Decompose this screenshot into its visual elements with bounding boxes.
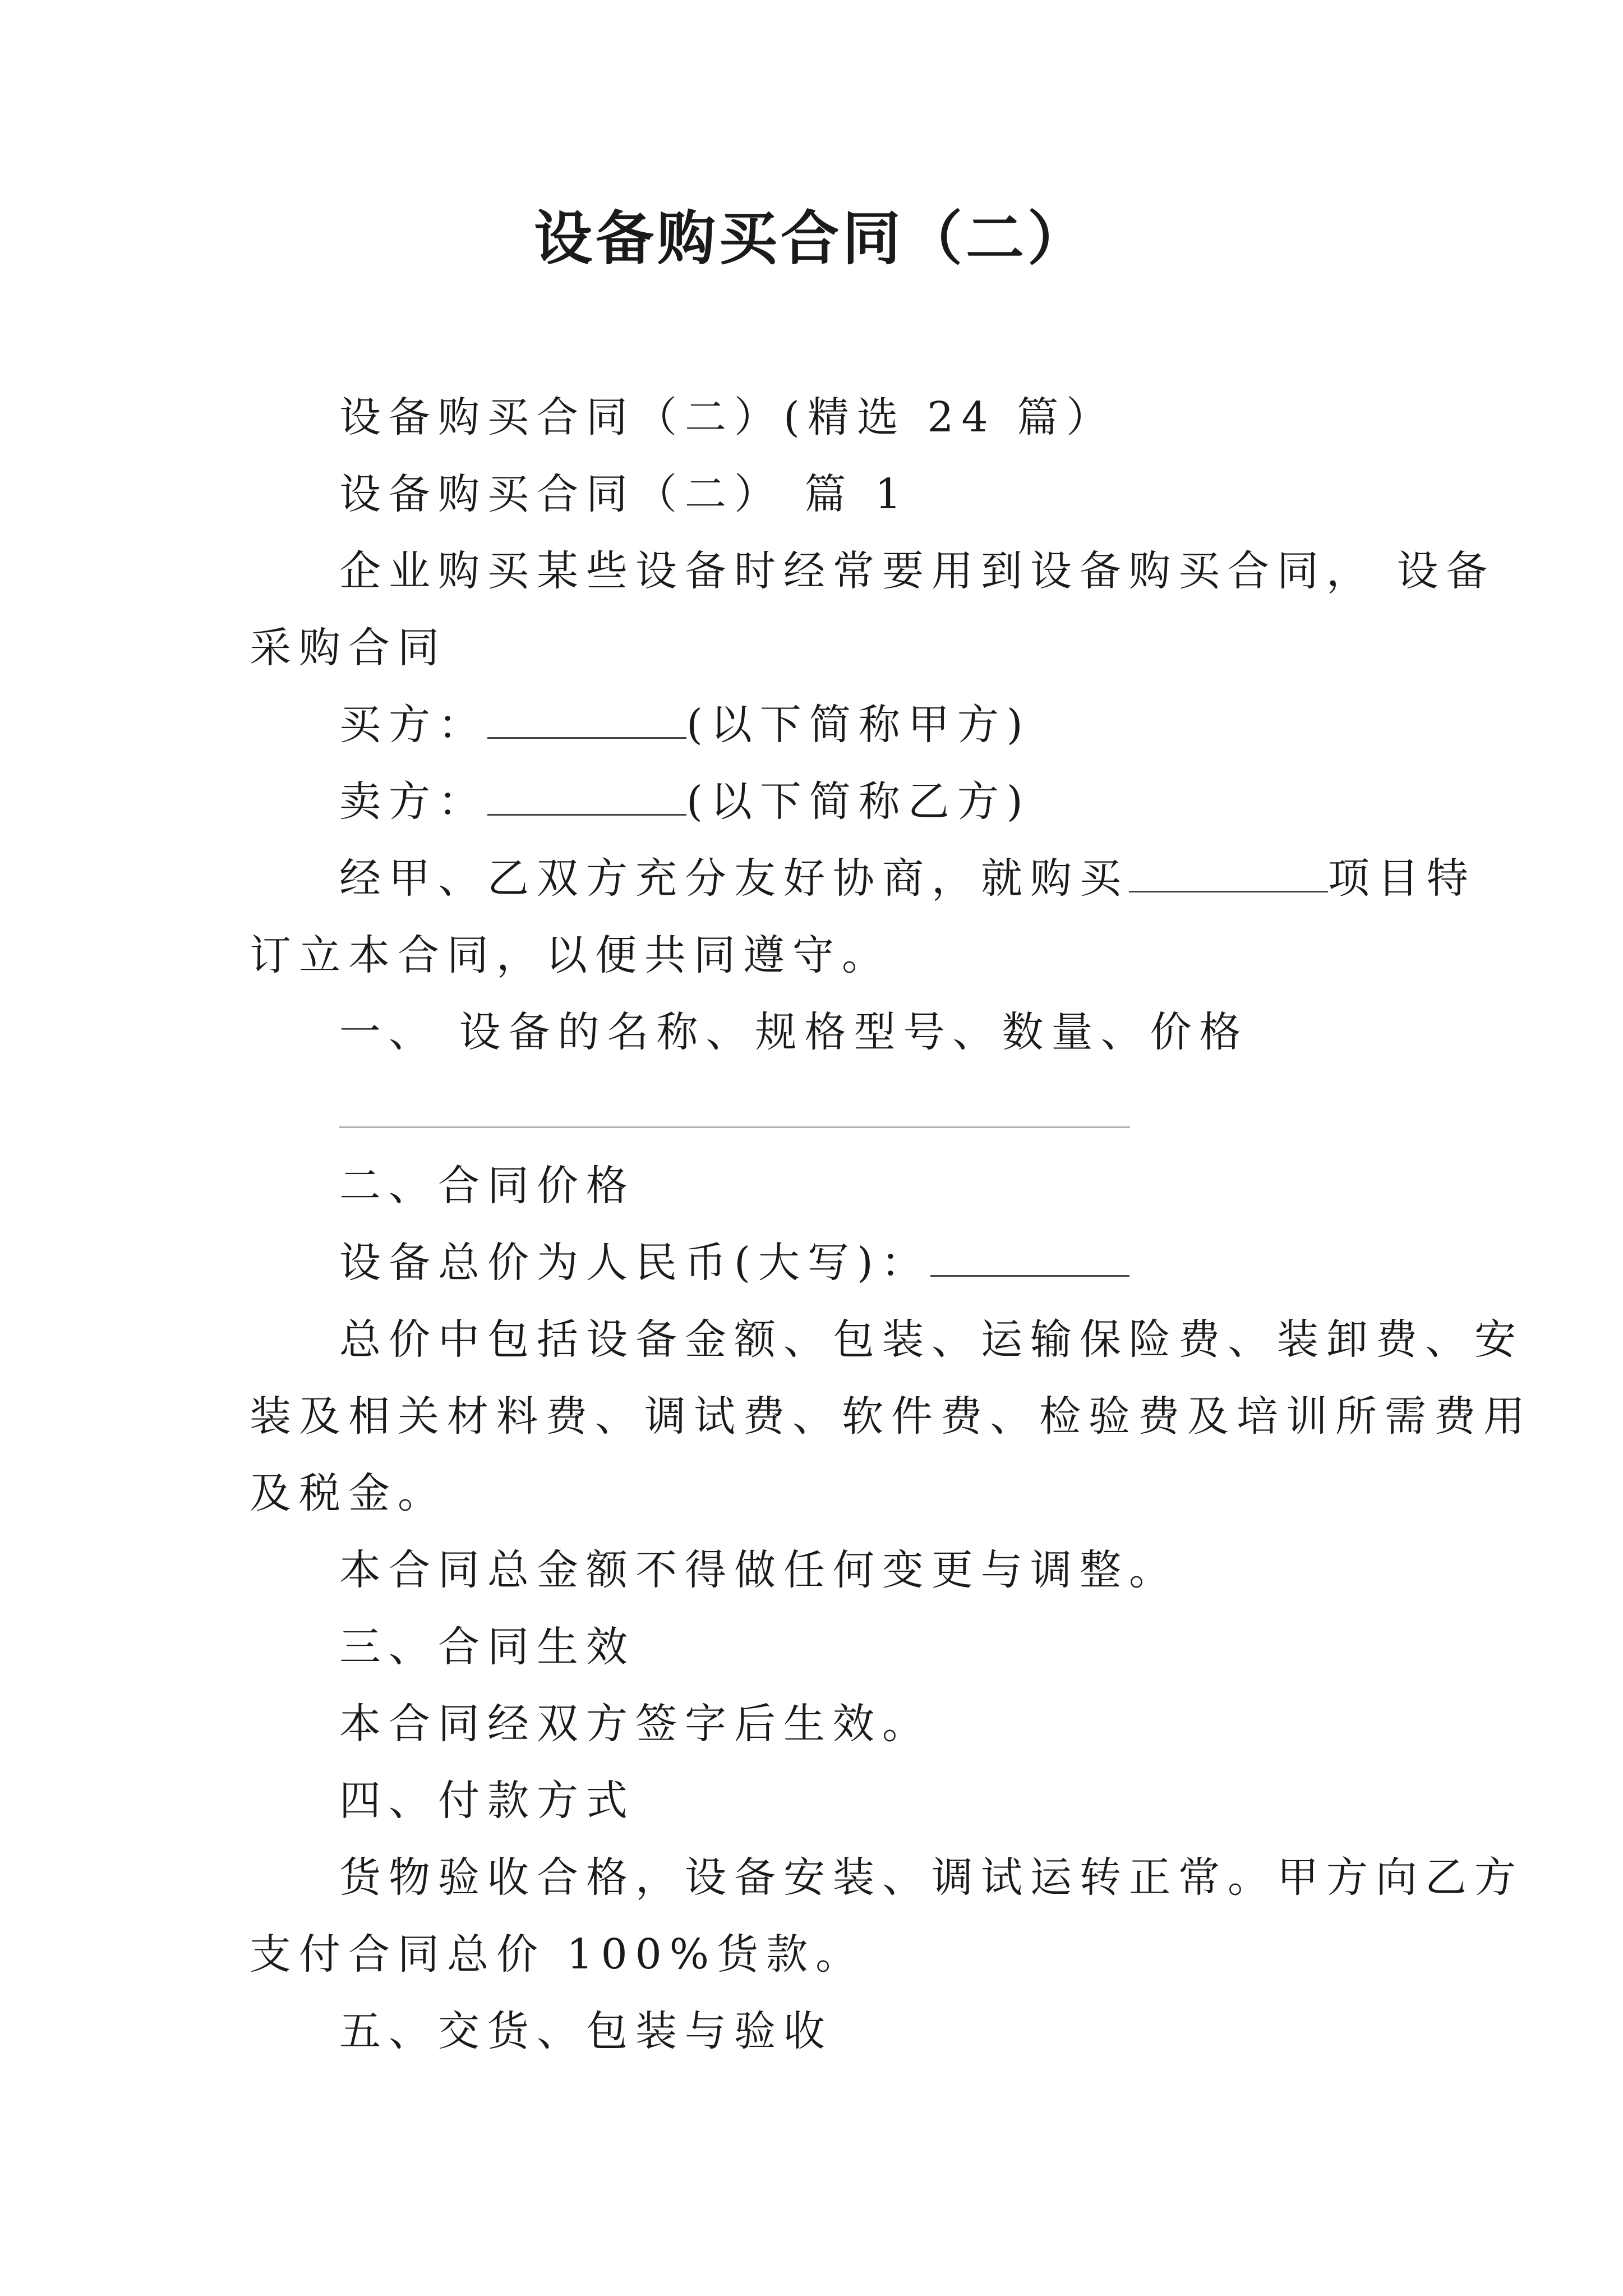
seller-blank	[487, 780, 686, 816]
clause-1-fill-line	[339, 1126, 1130, 1128]
total-price-label: 设备总价为人民币(大写)：	[339, 1239, 930, 1287]
seller-line	[250, 763, 1388, 840]
total-price-blank	[930, 1241, 1129, 1277]
document-title: 设备购买合同（二）	[533, 204, 1089, 273]
section-heading: 设备购买合同（二） 篇 1	[339, 470, 910, 518]
project-blank	[1129, 857, 1328, 892]
no-change-line: 本合同总金额不得做任何变更与调整。	[339, 1546, 1178, 1594]
buyer-label: 买方：	[339, 701, 487, 749]
intro-line-2: 采购合同	[250, 624, 447, 672]
seller-suffix: (以下简称乙方)	[686, 777, 1031, 826]
agreement-line-1	[250, 840, 1476, 917]
clause-4-heading: 四、付款方式	[339, 1777, 635, 1825]
clause-1-heading: 一、 设备的名称、规格型号、数量、价格	[339, 1008, 1249, 1056]
seller-label: 卖方：	[339, 777, 487, 826]
intro-line-1: 企业购买某些设备时经常要用到设备购买合同， 设备	[339, 547, 1496, 595]
buyer-suffix: (以下简称甲方)	[686, 701, 1031, 749]
buyer-line	[250, 687, 1388, 763]
clause-2-heading: 二、合同价格	[339, 1162, 635, 1210]
effective-line: 本合同经双方签字后生效。	[339, 1700, 932, 1748]
total-price-line	[250, 1225, 1388, 1301]
clause-5-heading: 五、交货、包装与验收	[339, 2007, 833, 2055]
agreement-suffix: 项目特	[1328, 854, 1476, 903]
price-includes-line-2: 装及相关材料费、调试费、软件费、检验费及培训所需费用	[250, 1392, 1533, 1441]
price-includes-line-3: 及税金。	[250, 1469, 447, 1517]
payment-line-1: 货物验收合格，设备安装、调试运转正常。甲方向乙方	[339, 1853, 1524, 1902]
price-includes-line-1: 总价中包括设备金额、包装、运输保险费、装卸费、安	[339, 1315, 1524, 1364]
clause-3-heading: 三、合同生效	[339, 1623, 635, 1671]
agreement-prefix: 经甲、乙双方充分友好协商，就购买	[339, 854, 1129, 903]
buyer-blank	[487, 703, 686, 739]
subtitle: 设备购买合同（二）(精选 24 篇）	[339, 393, 1116, 441]
payment-line-2: 支付合同总价 100%货款。	[250, 1930, 865, 1978]
agreement-line-2: 订立本合同，以便共同遵守。	[250, 931, 891, 979]
